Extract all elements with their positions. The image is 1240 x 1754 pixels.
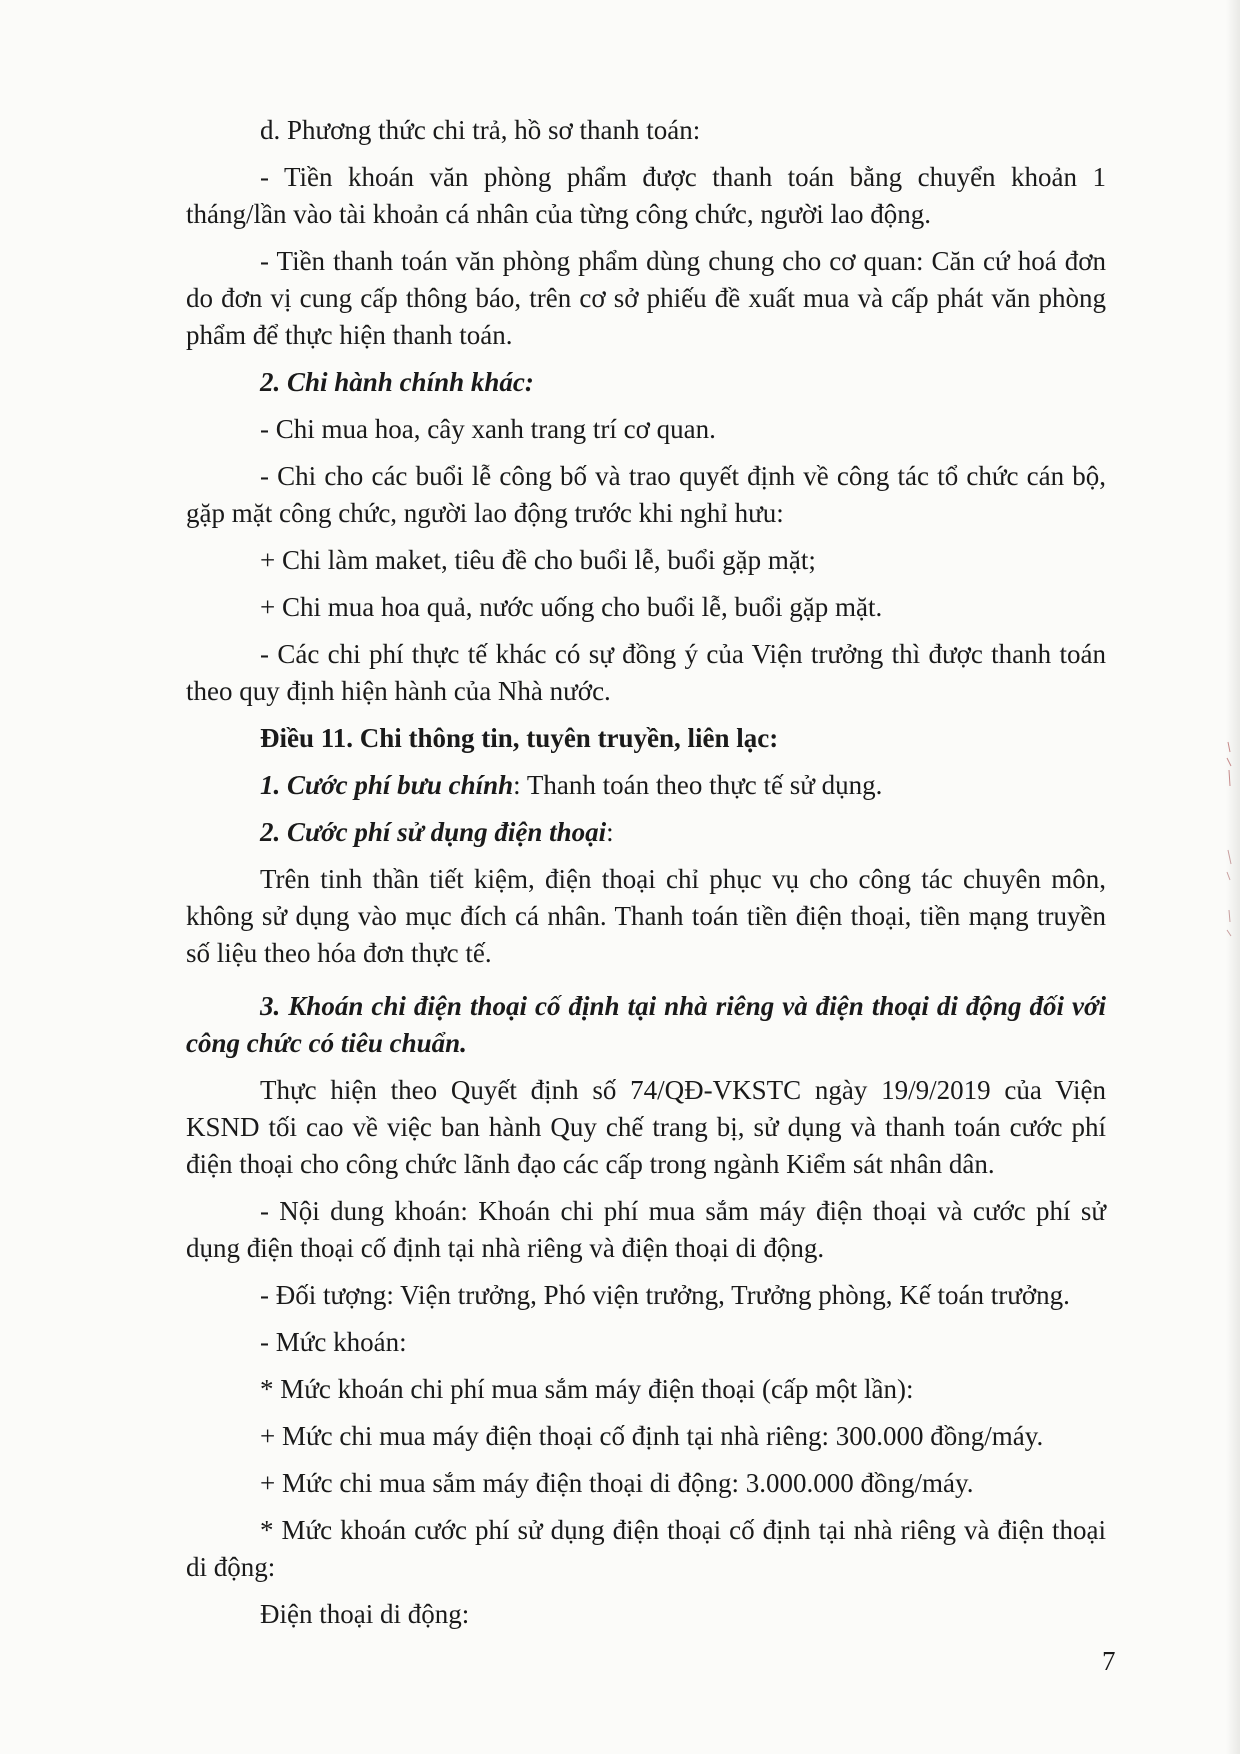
document-body [186, 112, 1106, 1643]
article-11-heading: Điều 11. Chi thông tin, tuyên truyền, liên lạc: [260, 723, 779, 753]
item-postal-fees [186, 767, 1106, 804]
list-item-other-costs: - Các chi phí thực tế khác có sự đồng ý của Viện trưởng thì được thanh toán theo quy định hiện hành của Nhà nước. [186, 639, 1106, 706]
list-item-flowers: - Chi mua hoa, cây xanh trang trí cơ quan. [260, 414, 716, 444]
paragraph-mobile-phone: Điện thoại di động: [260, 1599, 470, 1629]
paragraph-stationery-transfer: - Tiền khoán văn phòng phẩm được thanh toán bằng chuyển khoản 1 tháng/lần vào tài khoản cá nhân của từng công chức, người lao động. [186, 162, 1106, 229]
item-phone-fees [186, 814, 1106, 851]
paragraph-allowance-level: - Mức khoán: [260, 1327, 407, 1357]
paragraph-payment-method-heading: d. Phương thức chi trả, hồ sơ thanh toán: [260, 115, 701, 145]
phone-fees-colon: : [606, 817, 614, 847]
margin-annotation-marks [1224, 740, 1236, 970]
paragraph-usage-allowance: * Mức khoán cước phí sử dụng điện thoại cố định tại nhà riêng và điện thoại di động: [186, 1515, 1106, 1582]
paragraph-landline-price: + Mức chi mua máy điện thoại cố định tại nhà riêng: 300.000 đồng/máy. [260, 1421, 1044, 1451]
paragraph-purchase-allowance: * Mức khoán chi phí mua sắm máy điện thoại (cấp một lần): [260, 1374, 914, 1404]
postal-fees-label: 1. Cước phí bưu chính [260, 770, 514, 800]
paragraph-shared-stationery: - Tiền thanh toán văn phòng phẩm dùng chung cho cơ quan: Căn cứ hoá đơn do đơn vị cung cấp thông báo, trên cơ sở phiếu đề xuất mua và cấp phát văn phòng phẩm để thực hiện thanh toán. [186, 246, 1106, 350]
paragraph-allowance-content: - Nội dung khoán: Khoán chi phí mua sắm máy điện thoại và cước phí sử dụng điện thoại cố định tại nhà riêng và điện thoại di động. [186, 1196, 1106, 1263]
phone-fees-label: 2. Cước phí sử dụng điện thoại [260, 817, 607, 847]
paragraph-eligible-persons: - Đối tượng: Viện trưởng, Phó viện trưởng, Trưởng phòng, Kế toán trưởng. [260, 1280, 1070, 1310]
paragraph-decision-74: Thực hiện theo Quyết định số 74/QĐ-VKSTC ngày 19/9/2019 của Viện KSND tối cao về việc ban hành Quy chế trang bị, sử dụng và thanh toán cước phí điện thoại cho công chức lãnh đạo các cấp trong ngành Kiểm sát nhân dân. [186, 1075, 1106, 1179]
heading-phone-allowance: 3. Khoán chi điện thoại cố định tại nhà riêng và điện thoại di động đối với công chức có tiêu chuẩn. [186, 991, 1106, 1058]
postal-fees-text: : Thanh toán theo thực tế sử dụng. [513, 770, 883, 800]
paragraph-mobile-price: + Mức chi mua sắm máy điện thoại di động: 3.000.000 đồng/máy. [260, 1468, 974, 1498]
list-item-ceremonies: - Chi cho các buổi lễ công bố và trao quyết định về công tác tổ chức cán bộ, gặp mặt công chức, người lao động trước khi nghỉ hưu: [186, 461, 1106, 528]
page-number: 7 [1102, 1646, 1116, 1676]
heading-other-admin-expenses: 2. Chi hành chính khác: [260, 367, 534, 397]
list-item-maket: + Chi làm maket, tiêu đề cho buổi lễ, buổi gặp mặt; [260, 545, 816, 575]
list-item-fruit-drinks: + Chi mua hoa quả, nước uống cho buổi lễ, buổi gặp mặt. [260, 592, 883, 622]
paragraph-phone-savings: Trên tinh thần tiết kiệm, điện thoại chỉ phục vụ cho công tác chuyên môn, không sử dụng vào mục đích cá nhân. Thanh toán tiền điện thoại, tiền mạng truyền số liệu theo hóa đơn thực tế. [186, 864, 1106, 968]
